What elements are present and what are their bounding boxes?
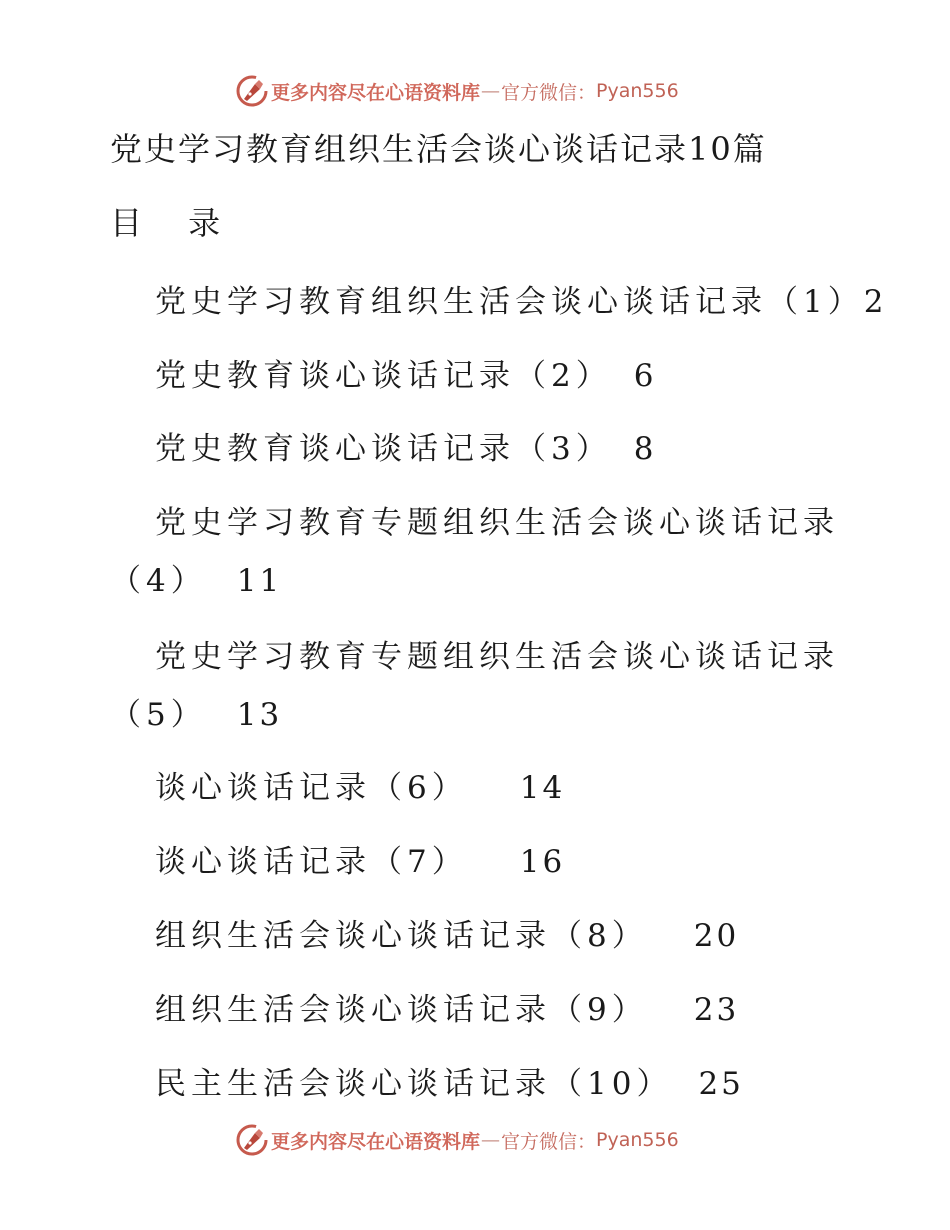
toc-entry-2[interactable]: [155, 350, 656, 395]
toc-entry-text: 谈心谈话记录（6）: [155, 770, 468, 806]
pen-nib-logo-icon: [235, 74, 269, 108]
toc-entry-10[interactable]: [155, 1058, 744, 1103]
watermark-separator: —: [481, 1129, 501, 1151]
toc-entry-text: 党史教育谈心谈话记录（2）: [155, 358, 612, 394]
pen-nib-logo-icon: [235, 1123, 269, 1157]
toc-entry-page: 13: [236, 697, 283, 733]
watermark-main-text: 更多内容尽在心语资料库: [271, 1130, 481, 1153]
toc-entry-text: 谈心谈话记录（7）: [155, 844, 468, 880]
toc-entry-6[interactable]: [155, 762, 565, 807]
toc-entry-3[interactable]: [155, 423, 656, 468]
toc-entry-page: 6: [633, 358, 657, 394]
toc-entry-text: 党史学习教育专题组织生活会谈心谈话记录: [155, 639, 839, 675]
footer-watermark: [235, 1123, 679, 1157]
toc-entry-page: 2: [863, 284, 887, 320]
toc-entry-page: 8: [633, 431, 657, 467]
toc-entry-9[interactable]: [155, 984, 739, 1029]
toc-entry-text: 民主生活会谈心谈话记录（10）: [155, 1066, 673, 1102]
toc-entry-text-cont: （5）: [110, 697, 207, 733]
watermark-account-label: 官方微信：: [501, 81, 597, 104]
toc-entry-text-cont: （4）: [110, 563, 207, 599]
watermark-account: Pyan556: [596, 1129, 679, 1151]
watermark-account-label: 官方微信：: [501, 1130, 597, 1153]
toc-entry-page: 23: [693, 992, 740, 1028]
toc-entry-1[interactable]: [155, 276, 886, 321]
toc-entry-text: 组织生活会谈心谈话记录（9）: [155, 992, 648, 1028]
toc-heading: 目 录: [110, 204, 239, 242]
toc-entry-text: 党史学习教育专题组织生活会谈心谈话记录: [155, 505, 839, 541]
watermark-separator: —: [481, 80, 501, 102]
toc-entry-4[interactable]: [155, 497, 839, 542]
toc-entry-page: 25: [698, 1066, 744, 1102]
toc-entry-page: 20: [693, 918, 740, 954]
toc-entry-7[interactable]: [155, 836, 565, 881]
toc-entry-text: 组织生活会谈心谈话记录（8）: [155, 918, 648, 954]
toc-entry-page: 11: [236, 563, 283, 599]
toc-entry-4-cont[interactable]: [110, 555, 282, 600]
toc-entry-5-cont[interactable]: [110, 689, 282, 734]
document-title: 党史学习教育组织生活会谈心谈话记录10篇: [110, 130, 767, 168]
toc-entry-text: 党史学习教育组织生活会谈心谈话记录（1）: [155, 284, 864, 320]
toc-entry-8[interactable]: [155, 910, 739, 955]
toc-entry-page: 16: [519, 844, 566, 880]
watermark-account: Pyan556: [596, 80, 679, 102]
watermark-main-text: 更多内容尽在心语资料库: [271, 81, 481, 104]
toc-entry-page: 14: [519, 770, 566, 806]
toc-entry-5[interactable]: [155, 631, 839, 676]
header-watermark: [235, 74, 679, 108]
toc-entry-text: 党史教育谈心谈话记录（3）: [155, 431, 612, 467]
